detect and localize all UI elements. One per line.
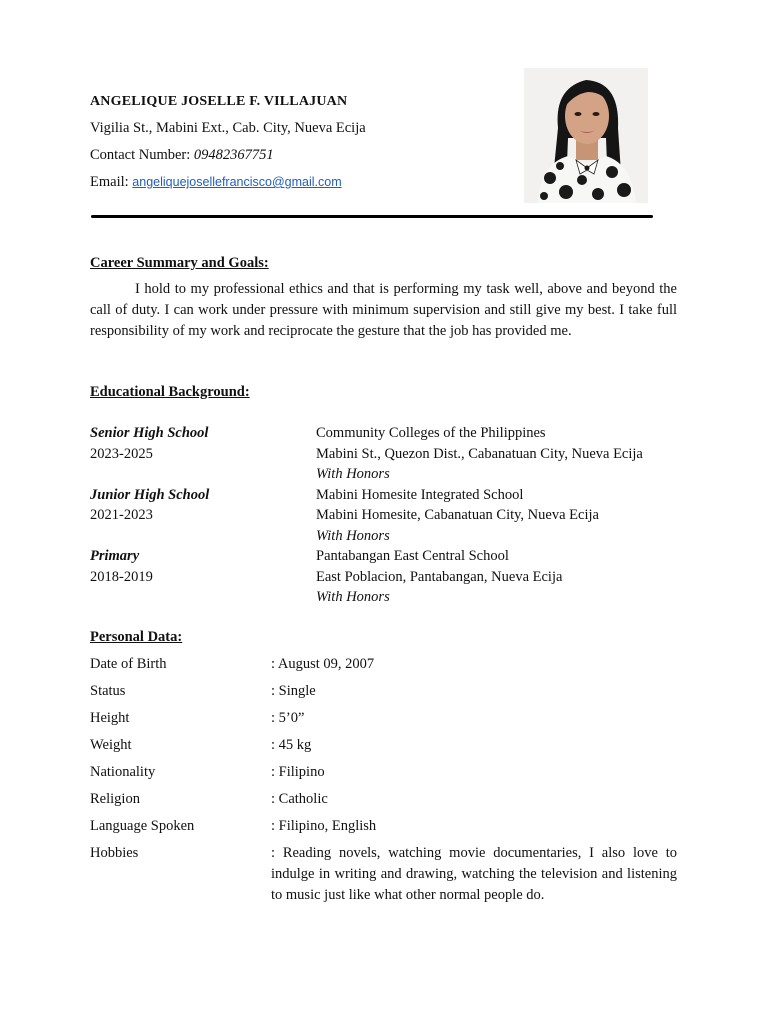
email-line [90,172,510,192]
personal-row-birth [90,654,680,675]
education-level: Primary [90,548,140,564]
address-line: Vigilia St., Mabini Ext., Cab. City, Nueva Ecija [90,120,366,136]
personal-label: Date of Birth [90,656,167,672]
personal-data-list [90,654,680,912]
header-divider [91,215,653,218]
portrait-illustration [524,68,648,203]
school-name: Community Colleges of the Philippines [316,425,546,441]
personal-value: : Filipino, English [271,818,377,834]
education-years: 2021-2023 [90,507,153,523]
education-entry-primary [90,546,690,608]
personal-row-language [90,816,680,837]
email-label: Email: [90,174,133,190]
applicant-name: ANGELIQUE JOSELLE F. VILLAJUAN [90,94,348,109]
personal-label: Language Spoken [90,818,195,834]
school-address: East Poblacion, Pantabangan, Nueva Ecija [316,568,563,585]
personal-row-status [90,681,680,702]
education-entry-senior-high [90,423,690,485]
personal-value: : Single [271,683,316,699]
personal-value: : August 09, 2007 [271,656,375,672]
education-years: 2023-2025 [90,445,153,462]
education-years: 2018-2019 [90,568,153,585]
personal-row-weight [90,735,680,756]
contact-number: 09482367751 [193,147,274,163]
personal-value: : 5’0” [271,710,305,726]
applicant-photo [524,68,648,203]
personal-row-nationality [90,762,680,783]
personal-row-height [90,708,680,729]
personal-value: : Filipino [271,764,325,780]
education-level: Senior High School [90,425,209,441]
career-summary-title: Career Summary and Goals: [90,255,269,271]
email-link[interactable]: angeliquejosellefrancisco@gmail.com [132,175,342,189]
school-name: Pantabangan East Central School [316,548,509,564]
personal-label: Nationality [90,764,156,780]
school-honors: With Honors [316,527,390,544]
personal-label: Hobbies [90,845,139,861]
education-entry-junior-high [90,485,690,547]
personal-value: : Catholic [271,791,328,807]
education-list [90,423,690,608]
school-name: Mabini Homesite Integrated School [316,486,524,503]
school-honors: With Honors [316,589,390,605]
contact-label: Contact Number: [90,147,194,163]
personal-value: : Reading novels, watching movie documentaries, I also love to indulge in writing and drawing, watching the television and listening to music just like what other normal people do. [271,845,677,903]
education-level: Junior High School [90,486,210,503]
personal-row-religion [90,789,680,810]
contact-line [90,145,510,165]
resume-header [90,92,510,199]
education-title: Educational Background: [90,384,250,400]
personal-label: Height [90,710,130,726]
personal-label: Status [90,683,126,699]
school-honors: With Honors [316,466,390,482]
personal-label: Religion [90,791,140,807]
school-address: Mabini St., Quezon Dist., Cabanatuan City, Nueva Ecija [316,445,643,462]
personal-data-title: Personal Data: [90,629,183,645]
personal-label: Weight [90,737,132,753]
school-address: Mabini Homesite, Cabanatuan City, Nueva Ecija [316,507,599,523]
personal-value: : 45 kg [271,737,312,753]
career-summary-text: I hold to my professional ethics and that is performing my task well, above and beyond the call of duty. I can work under pressure with minimum supervision and still give my best. I take full responsibility of my work and reciprocate the gesture that the job has provided me. [90,281,677,339]
personal-row-hobbies [90,843,680,906]
